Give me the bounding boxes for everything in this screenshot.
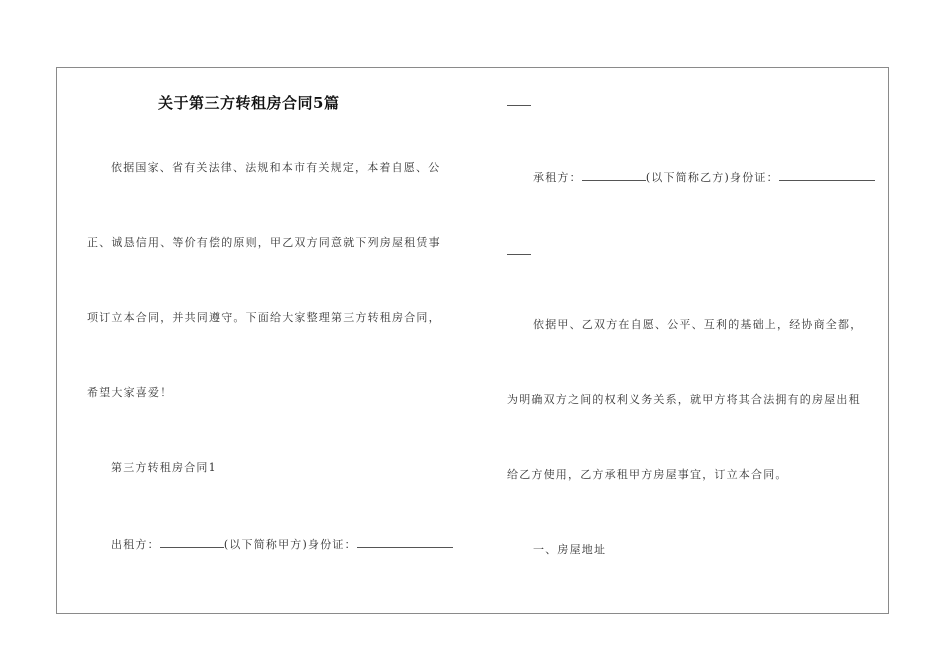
lessor-name-blank [160,536,224,548]
lessor-id-label: (以下简称甲方)身份证： [223,538,357,551]
lessee-label: 承租方： [533,171,582,184]
section-heading: 第三方转租房合同1 [111,461,217,474]
body-paragraph-line-1: 依据甲、乙双方在自愿、公平、互利的基础上，经协商全都， [533,318,863,331]
clause-1-heading: 一、房屋地址 [533,543,607,556]
intro-paragraph-line-2: 正、诚恳信用、等价有偿的原则，甲乙双方同意就下列房屋租赁事 [87,236,441,249]
document-page [56,67,889,614]
body-paragraph-line-3: 给乙方使用，乙方承租甲方房屋事宜，订立本合同。 [507,468,788,481]
id-continuation-rule [507,254,531,255]
lessor-line [111,536,453,552]
lessee-line [533,169,875,185]
lessor-label: 出租方： [111,538,160,551]
intro-paragraph-line-3: 项订立本合同，并共同遵守。下面给大家整理第三方转租房合同， [87,311,441,324]
intro-paragraph-line-4: 希望大家喜爱！ [87,386,173,399]
lessor-id-blank [357,536,453,548]
intro-paragraph-line-1: 依据国家、省有关法律、法规和本市有关规定，本着自愿、公 [111,161,441,174]
id-continuation-rule-top [507,105,531,106]
document-title: 关于第三方转租房合同5篇 [158,94,340,112]
lessee-name-blank [582,169,646,181]
body-paragraph-line-2: 为明确双方之间的权利义务关系，就甲方将其合法拥有的房屋出租 [507,393,861,406]
lessee-id-blank [779,169,875,181]
lessee-id-label: (以下简称乙方)身份证： [645,171,779,184]
